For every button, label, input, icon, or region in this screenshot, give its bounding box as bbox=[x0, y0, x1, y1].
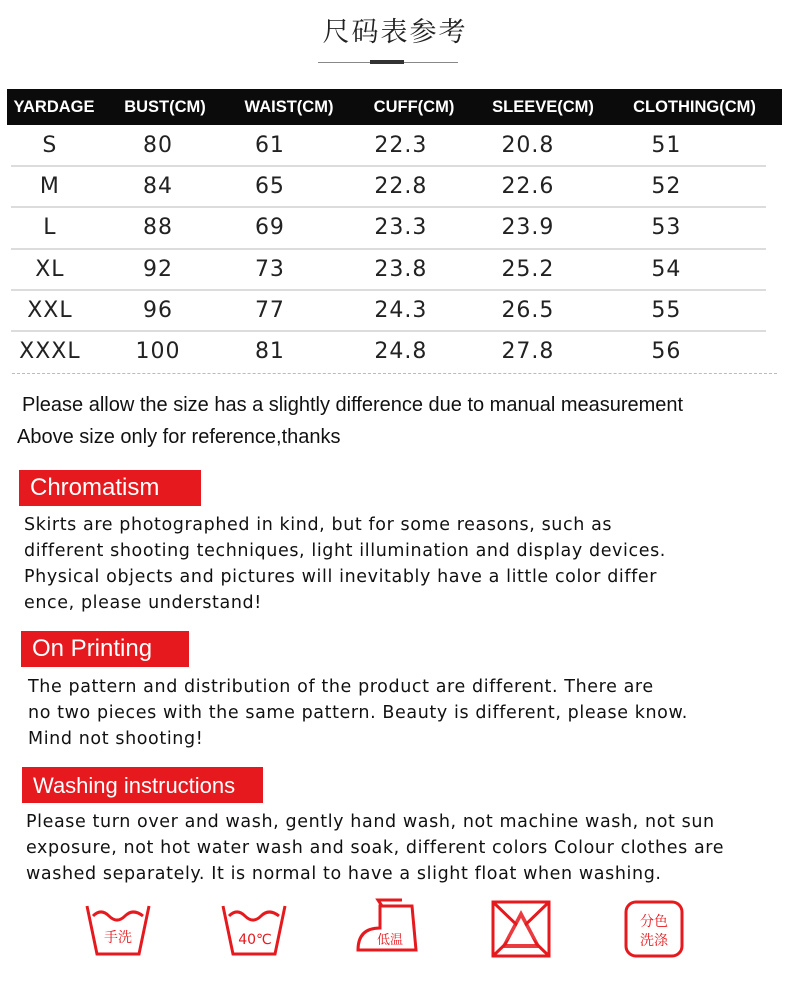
cell-clothing: 56 bbox=[651, 339, 682, 365]
cell-clothing: 51 bbox=[651, 133, 682, 159]
wash-separately-icon bbox=[620, 898, 690, 960]
dashed-divider bbox=[12, 373, 777, 374]
cell-cuff: 24.8 bbox=[374, 339, 428, 365]
cell-size: XXXL bbox=[19, 339, 81, 365]
cell-sleeve: 26.5 bbox=[501, 297, 555, 323]
cell-clothing: 52 bbox=[651, 174, 682, 200]
reference-note: Above size only for reference,thanks bbox=[17, 426, 341, 448]
table-row bbox=[11, 250, 766, 291]
cell-waist: 77 bbox=[254, 297, 285, 323]
wash-separately-label-bottom: 洗涤 bbox=[640, 933, 668, 949]
wash-40-label: 40℃ bbox=[238, 932, 272, 948]
cell-bust: 84 bbox=[143, 174, 174, 200]
table-row bbox=[11, 126, 766, 167]
cell-size: S bbox=[42, 133, 58, 159]
cell-sleeve: 23.9 bbox=[501, 215, 555, 241]
washing-text: Please turn over and wash, gently hand wash, not machine wash, not sun exposure, not hot water wash and soak, different colors Colour clothes are washed separately. It is normal to have a slight float when washing. bbox=[26, 812, 725, 884]
size-table-body bbox=[7, 125, 782, 371]
cell-waist: 73 bbox=[254, 256, 285, 282]
printing-heading: On Printing bbox=[21, 631, 189, 667]
hand-wash-icon bbox=[83, 898, 153, 960]
size-table bbox=[7, 89, 782, 371]
cell-bust: 88 bbox=[143, 215, 174, 241]
wash-40-icon bbox=[219, 898, 289, 960]
cell-size: XXL bbox=[27, 297, 73, 323]
measurement-note: Please allow the size has a slightly difference due to manual measurement bbox=[22, 394, 684, 416]
table-row bbox=[11, 291, 766, 332]
cell-waist: 65 bbox=[254, 174, 285, 200]
cell-cuff: 22.3 bbox=[374, 133, 428, 159]
cell-clothing: 54 bbox=[651, 256, 682, 282]
cell-cuff: 22.8 bbox=[374, 174, 428, 200]
chromatism-heading: Chromatism bbox=[19, 470, 201, 506]
cell-bust: 92 bbox=[143, 256, 174, 282]
col-clothing: CLOTHING(CM) bbox=[633, 97, 756, 116]
cell-sleeve: 27.8 bbox=[501, 339, 555, 365]
col-yardage: YARDAGE bbox=[13, 97, 95, 116]
cell-sleeve: 20.8 bbox=[501, 133, 555, 159]
cell-bust: 80 bbox=[143, 133, 174, 159]
cell-bust: 96 bbox=[143, 297, 174, 323]
cell-clothing: 55 bbox=[651, 297, 682, 323]
size-table-header bbox=[7, 89, 782, 125]
cell-waist: 69 bbox=[254, 215, 285, 241]
washing-heading: Washing instructions bbox=[22, 767, 263, 803]
cell-size: XL bbox=[35, 256, 65, 282]
cell-bust: 100 bbox=[135, 339, 181, 365]
cell-size: L bbox=[43, 215, 57, 241]
cell-waist: 81 bbox=[254, 339, 285, 365]
table-row bbox=[11, 167, 766, 208]
table-row bbox=[11, 208, 766, 249]
printing-text: The pattern and distribution of the product are different. There are no two pieces with the same pattern. Beauty is different, please know. Mind not shooting! bbox=[28, 677, 688, 749]
hand-wash-label: 手洗 bbox=[104, 930, 132, 946]
cell-cuff: 23.8 bbox=[374, 256, 428, 282]
col-bust: BUST(CM) bbox=[124, 97, 206, 116]
cell-sleeve: 25.2 bbox=[501, 256, 555, 282]
wash-separately-label-top: 分色 bbox=[640, 914, 668, 930]
chromatism-text: Skirts are photographed in kind, but for some reasons, such as different shooting techniques, light illumination and display devices. Physical objects and pictures will inevitably have a little color differ ence, please understand! bbox=[24, 515, 666, 613]
cell-cuff: 23.3 bbox=[374, 215, 428, 241]
cell-size: M bbox=[39, 174, 60, 200]
table-row bbox=[11, 332, 766, 371]
low-iron-label: 低温 bbox=[376, 933, 404, 948]
cell-clothing: 53 bbox=[651, 215, 682, 241]
col-waist: WAIST(CM) bbox=[244, 97, 334, 116]
page-title: 尺码表参考 bbox=[322, 17, 468, 48]
cell-cuff: 24.3 bbox=[374, 297, 428, 323]
title-divider-accent bbox=[370, 60, 404, 64]
cell-sleeve: 22.6 bbox=[501, 174, 555, 200]
low-iron-icon bbox=[352, 898, 422, 960]
cell-waist: 61 bbox=[254, 133, 285, 159]
no-bleach-icon bbox=[487, 898, 557, 960]
col-sleeve: SLEEVE(CM) bbox=[492, 97, 594, 116]
col-cuff: CUFF(CM) bbox=[373, 97, 455, 116]
